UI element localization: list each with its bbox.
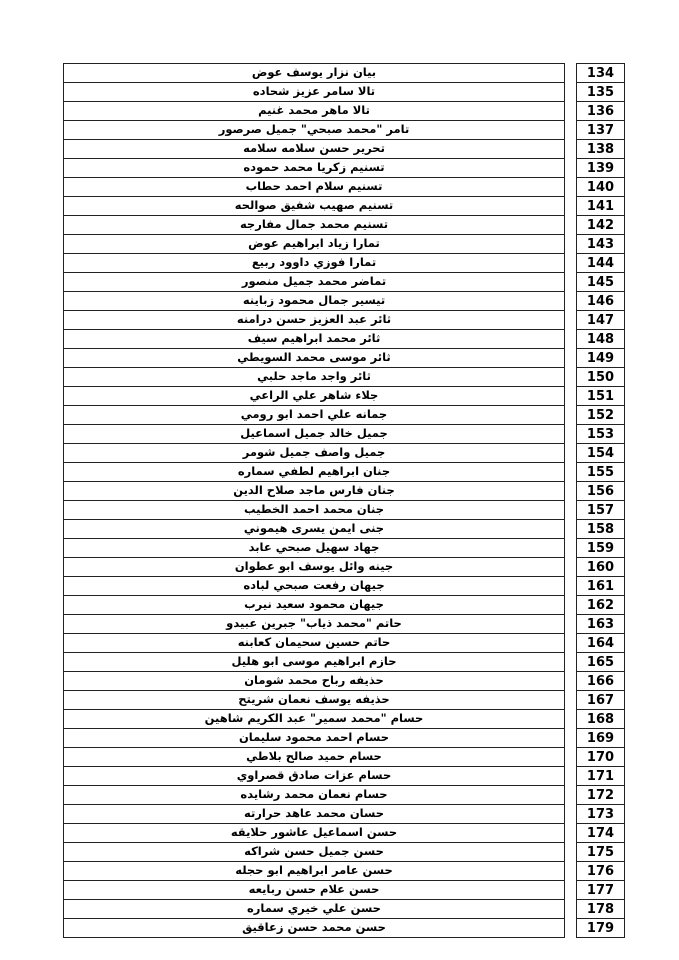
row-number-cell: 140 <box>577 178 625 197</box>
roster-table-body <box>64 64 625 938</box>
person-name-cell: حسام حميد صالح بلاطي <box>64 748 565 767</box>
person-name-cell: حسن علي خيري سماره <box>64 900 565 919</box>
table-row <box>64 197 625 216</box>
row-number-cell: 144 <box>577 254 625 273</box>
row-number-cell: 173 <box>577 805 625 824</box>
person-name-cell: بيان نزار يوسف عوض <box>64 64 565 83</box>
table-row <box>64 425 625 444</box>
row-number-cell: 165 <box>577 653 625 672</box>
table-row <box>64 501 625 520</box>
column-gap <box>565 824 577 843</box>
row-number-cell: 167 <box>577 691 625 710</box>
row-number-cell: 178 <box>577 900 625 919</box>
row-number-cell: 160 <box>577 558 625 577</box>
table-row <box>64 254 625 273</box>
names-roster-table <box>63 63 625 938</box>
column-gap <box>565 596 577 615</box>
row-number-cell: 179 <box>577 919 625 938</box>
column-gap <box>565 273 577 292</box>
row-number-cell: 161 <box>577 577 625 596</box>
column-gap <box>565 501 577 520</box>
table-row <box>64 368 625 387</box>
column-gap <box>565 691 577 710</box>
row-number-cell: 166 <box>577 672 625 691</box>
person-name-cell: تمارا زياد ابراهيم عوض <box>64 235 565 254</box>
person-name-cell: تسنيم صهيب شفيق صوالحه <box>64 197 565 216</box>
person-name-cell: حسن علام حسن ربايعه <box>64 881 565 900</box>
column-gap <box>565 121 577 140</box>
table-row <box>64 653 625 672</box>
person-name-cell: تسنيم زكريا محمد حموده <box>64 159 565 178</box>
person-name-cell: جنان ابراهيم لطفي سماره <box>64 463 565 482</box>
column-gap <box>565 444 577 463</box>
column-gap <box>565 463 577 482</box>
column-gap <box>565 710 577 729</box>
row-number-cell: 150 <box>577 368 625 387</box>
row-number-cell: 137 <box>577 121 625 140</box>
table-row <box>64 710 625 729</box>
person-name-cell: جلاء شاهر علي الراعي <box>64 387 565 406</box>
table-row <box>64 140 625 159</box>
person-name-cell: جينه وائل يوسف ابو عطوان <box>64 558 565 577</box>
person-name-cell: حاتم حسين سحيمان كعابنه <box>64 634 565 653</box>
column-gap <box>565 805 577 824</box>
person-name-cell: تماضر محمد جميل منصور <box>64 273 565 292</box>
row-number-cell: 153 <box>577 425 625 444</box>
person-name-cell: ثائر محمد ابراهيم سيف <box>64 330 565 349</box>
row-number-cell: 164 <box>577 634 625 653</box>
table-row <box>64 919 625 938</box>
table-row <box>64 64 625 83</box>
column-gap <box>565 216 577 235</box>
table-row <box>64 444 625 463</box>
row-number-cell: 171 <box>577 767 625 786</box>
person-name-cell: حسن جميل حسن شراكه <box>64 843 565 862</box>
row-number-cell: 145 <box>577 273 625 292</box>
row-number-cell: 176 <box>577 862 625 881</box>
row-number-cell: 172 <box>577 786 625 805</box>
person-name-cell: جيهان رفعت صبحي لباده <box>64 577 565 596</box>
column-gap <box>565 881 577 900</box>
column-gap <box>565 672 577 691</box>
column-gap <box>565 64 577 83</box>
column-gap <box>565 653 577 672</box>
table-row <box>64 748 625 767</box>
person-name-cell: حاتم "محمد ذياب" جبرين عبيدو <box>64 615 565 634</box>
table-row <box>64 615 625 634</box>
person-name-cell: ثائر عبد العزيز حسن درامنه <box>64 311 565 330</box>
table-row <box>64 843 625 862</box>
column-gap <box>565 311 577 330</box>
row-number-cell: 170 <box>577 748 625 767</box>
person-name-cell: حسن عامر ابراهيم ابو حجله <box>64 862 565 881</box>
row-number-cell: 157 <box>577 501 625 520</box>
person-name-cell: تسنيم محمد جمال مفارجه <box>64 216 565 235</box>
column-gap <box>565 425 577 444</box>
row-number-cell: 139 <box>577 159 625 178</box>
row-number-cell: 148 <box>577 330 625 349</box>
person-name-cell: حذيفه يوسف نعمان شريتح <box>64 691 565 710</box>
row-number-cell: 175 <box>577 843 625 862</box>
row-number-cell: 159 <box>577 539 625 558</box>
table-row <box>64 539 625 558</box>
person-name-cell: حسن محمد حسن زعاقيق <box>64 919 565 938</box>
person-name-cell: حذيفه رباح محمد شومان <box>64 672 565 691</box>
person-name-cell: حسان محمد عاهد حرارته <box>64 805 565 824</box>
table-row <box>64 292 625 311</box>
column-gap <box>565 197 577 216</box>
table-row <box>64 330 625 349</box>
row-number-cell: 146 <box>577 292 625 311</box>
person-name-cell: جمانه علي احمد ابو رومي <box>64 406 565 425</box>
person-name-cell: جميل خالد جميل اسماعيل <box>64 425 565 444</box>
row-number-cell: 138 <box>577 140 625 159</box>
table-row <box>64 520 625 539</box>
column-gap <box>565 178 577 197</box>
table-row <box>64 729 625 748</box>
person-name-cell: تيسير جمال محمود زباينه <box>64 292 565 311</box>
table-row <box>64 273 625 292</box>
table-row <box>64 824 625 843</box>
table-row <box>64 216 625 235</box>
column-gap <box>565 83 577 102</box>
row-number-cell: 149 <box>577 349 625 368</box>
person-name-cell: ثائر موسى محمد السويطي <box>64 349 565 368</box>
table-row <box>64 311 625 330</box>
row-number-cell: 151 <box>577 387 625 406</box>
column-gap <box>565 558 577 577</box>
row-number-cell: 143 <box>577 235 625 254</box>
table-row <box>64 786 625 805</box>
row-number-cell: 169 <box>577 729 625 748</box>
table-row <box>64 881 625 900</box>
row-number-cell: 155 <box>577 463 625 482</box>
column-gap <box>565 919 577 938</box>
person-name-cell: جيهان محمود سعيد نيرب <box>64 596 565 615</box>
person-name-cell: حسام احمد محمود سليمان <box>64 729 565 748</box>
person-name-cell: حسام نعمان محمد رشايده <box>64 786 565 805</box>
column-gap <box>565 387 577 406</box>
table-row <box>64 387 625 406</box>
table-row <box>64 577 625 596</box>
person-name-cell: تالا ماهر محمد غنيم <box>64 102 565 121</box>
person-name-cell: حسام عزات صادق قصراوي <box>64 767 565 786</box>
table-row <box>64 634 625 653</box>
person-name-cell: ثائر واجد ماجد حلبي <box>64 368 565 387</box>
column-gap <box>565 368 577 387</box>
row-number-cell: 177 <box>577 881 625 900</box>
column-gap <box>565 748 577 767</box>
column-gap <box>565 102 577 121</box>
row-number-cell: 156 <box>577 482 625 501</box>
row-number-cell: 134 <box>577 64 625 83</box>
person-name-cell: حسن اسماعيل عاشور حلايقه <box>64 824 565 843</box>
person-name-cell: تامر "محمد صبحي" جميل صرصور <box>64 121 565 140</box>
table-row <box>64 83 625 102</box>
column-gap <box>565 330 577 349</box>
column-gap <box>565 843 577 862</box>
table-row <box>64 691 625 710</box>
row-number-cell: 147 <box>577 311 625 330</box>
table-row <box>64 235 625 254</box>
column-gap <box>565 577 577 596</box>
person-name-cell: جميل واصف جميل شومر <box>64 444 565 463</box>
column-gap <box>565 862 577 881</box>
table-row <box>64 862 625 881</box>
column-gap <box>565 406 577 425</box>
row-number-cell: 142 <box>577 216 625 235</box>
person-name-cell: حازم ابراهيم موسى ابو هليل <box>64 653 565 672</box>
column-gap <box>565 520 577 539</box>
column-gap <box>565 729 577 748</box>
table-row <box>64 805 625 824</box>
person-name-cell: تمارا فوزي داوود ربيع <box>64 254 565 273</box>
table-row <box>64 349 625 368</box>
table-row <box>64 596 625 615</box>
person-name-cell: جنى ايمن يسرى هيموني <box>64 520 565 539</box>
table-row <box>64 767 625 786</box>
person-name-cell: تالا سامر عزيز شحاده <box>64 83 565 102</box>
table-row <box>64 102 625 121</box>
column-gap <box>565 900 577 919</box>
row-number-cell: 152 <box>577 406 625 425</box>
column-gap <box>565 292 577 311</box>
column-gap <box>565 349 577 368</box>
row-number-cell: 163 <box>577 615 625 634</box>
row-number-cell: 158 <box>577 520 625 539</box>
row-number-cell: 162 <box>577 596 625 615</box>
column-gap <box>565 615 577 634</box>
column-gap <box>565 634 577 653</box>
person-name-cell: تحرير حسن سلامه سلامه <box>64 140 565 159</box>
table-row <box>64 463 625 482</box>
column-gap <box>565 767 577 786</box>
column-gap <box>565 254 577 273</box>
table-row <box>64 121 625 140</box>
table-row <box>64 178 625 197</box>
table-row <box>64 159 625 178</box>
person-name-cell: جهاد سهيل صبحي عابد <box>64 539 565 558</box>
person-name-cell: تسنيم سلام احمد حطاب <box>64 178 565 197</box>
row-number-cell: 135 <box>577 83 625 102</box>
column-gap <box>565 786 577 805</box>
column-gap <box>565 482 577 501</box>
table-row <box>64 900 625 919</box>
row-number-cell: 141 <box>577 197 625 216</box>
row-number-cell: 174 <box>577 824 625 843</box>
person-name-cell: جنان محمد احمد الخطيب <box>64 501 565 520</box>
row-number-cell: 136 <box>577 102 625 121</box>
person-name-cell: حسام "محمد سمير" عبد الكريم شاهين <box>64 710 565 729</box>
column-gap <box>565 539 577 558</box>
table-row <box>64 406 625 425</box>
column-gap <box>565 235 577 254</box>
table-row <box>64 482 625 501</box>
row-number-cell: 154 <box>577 444 625 463</box>
row-number-cell: 168 <box>577 710 625 729</box>
column-gap <box>565 140 577 159</box>
person-name-cell: جنان فارس ماجد صلاح الدين <box>64 482 565 501</box>
table-row <box>64 558 625 577</box>
table-row <box>64 672 625 691</box>
column-gap <box>565 159 577 178</box>
